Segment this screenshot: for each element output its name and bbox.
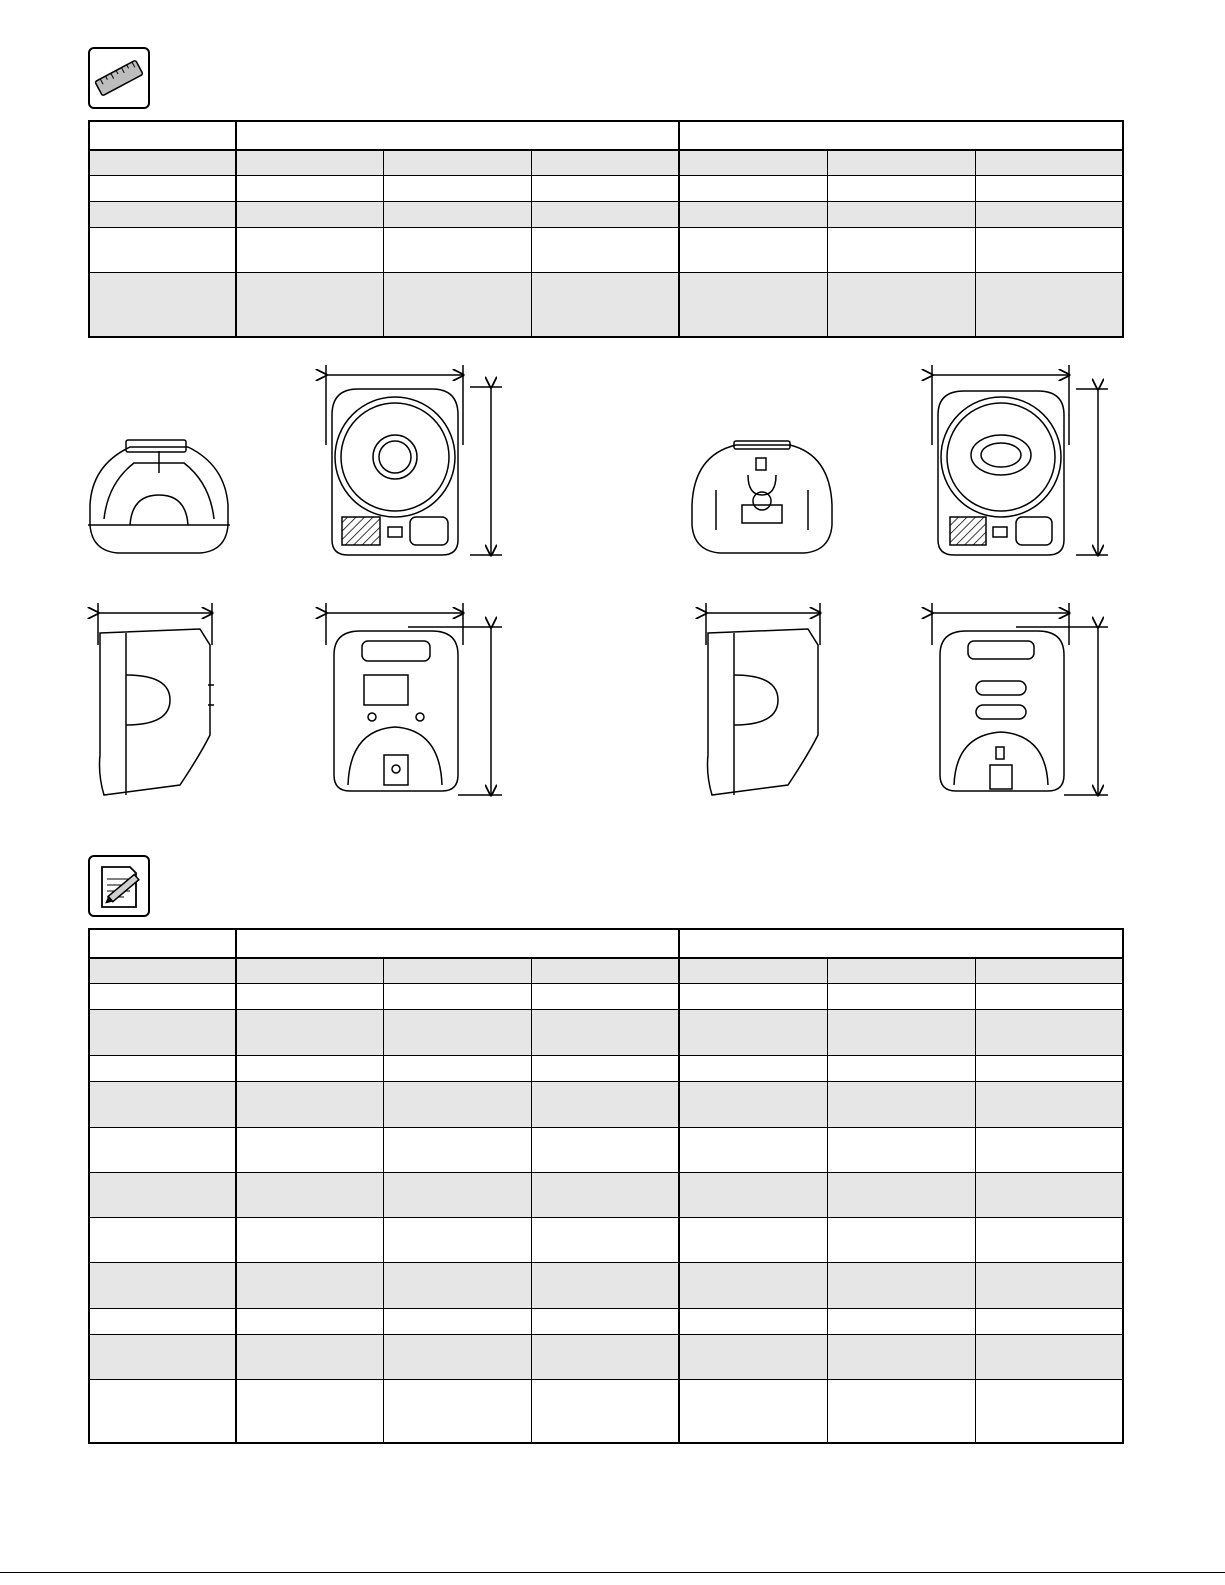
- notepad-pencil-icon: [88, 855, 150, 917]
- model-group-header: [236, 121, 679, 150]
- speaker-a-top-view: [88, 440, 230, 553]
- table-subheader-row: [89, 958, 1123, 984]
- model-group-header: [679, 121, 1123, 150]
- speaker-b-top-view: [692, 441, 832, 553]
- model-group-header: [236, 929, 679, 958]
- table-row: [89, 984, 1123, 1010]
- table-row: [89, 1309, 1123, 1335]
- table-subheader-row: [89, 150, 1123, 176]
- model-group-header: [679, 929, 1123, 958]
- speaker-a-front-view: [326, 365, 502, 555]
- table-row: [89, 1056, 1123, 1082]
- table-row: [89, 1218, 1123, 1263]
- speaker-drawings: [0, 355, 1225, 815]
- dimensions-table: [88, 120, 1124, 338]
- table-row: [89, 1263, 1123, 1309]
- table-row: [89, 273, 1123, 337]
- table-header-row: [89, 121, 1123, 150]
- table-row: [89, 1010, 1123, 1056]
- ruler-icon: [88, 47, 150, 109]
- speaker-b-front-view: [932, 365, 1108, 555]
- table-row: [89, 1380, 1123, 1443]
- table-row: [89, 1173, 1123, 1218]
- speaker-b-side-view: [706, 603, 820, 795]
- table-row: [89, 1082, 1123, 1128]
- table-row: [89, 176, 1123, 202]
- table-row: [89, 228, 1123, 273]
- header-cell: [89, 121, 236, 150]
- speaker-b-rear-view: [932, 603, 1108, 795]
- speaker-a-rear-view: [326, 603, 502, 795]
- table-row: [89, 202, 1123, 228]
- footer-rule: [0, 1572, 1225, 1573]
- speaker-a-side-view: [98, 603, 214, 795]
- table-header-row: [89, 929, 1123, 958]
- specifications-table: [88, 928, 1124, 1444]
- table-row: [89, 1128, 1123, 1173]
- table-row: [89, 1335, 1123, 1380]
